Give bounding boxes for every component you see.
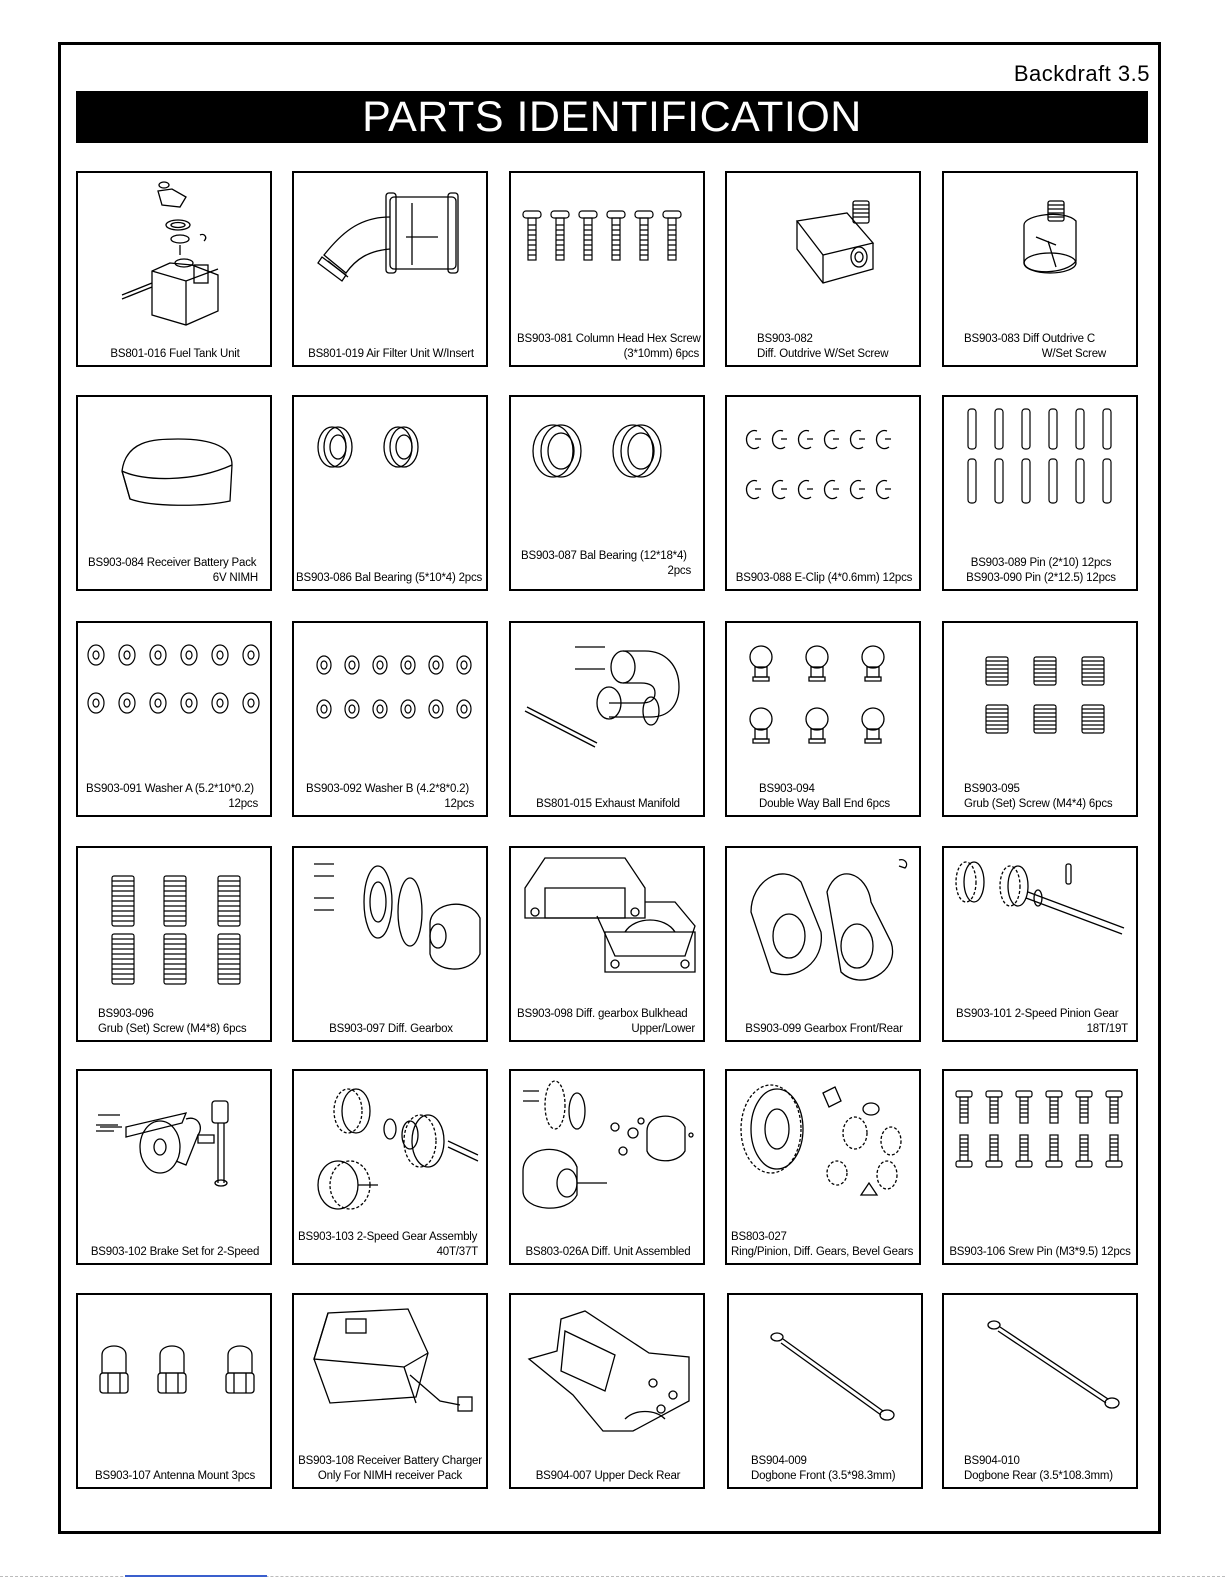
- bearing-illustration: [298, 401, 482, 551]
- part-cell-2-speed-pinion-gear: [942, 846, 1138, 1042]
- part-caption: BS903-097 Diff. Gearbox: [329, 1023, 453, 1035]
- part-caption: BS903-096 Grub (Set) Screw (M4*8) 6pcs: [98, 1008, 247, 1035]
- part-caption: BS903-092 Washer B (4.2*8*0.2) 12pcs: [306, 783, 474, 810]
- part-caption: BS801-015 Exhaust Manifold: [536, 798, 680, 810]
- part-caption: BS903-084 Receiver Battery Pack 6V NIMH: [88, 557, 258, 584]
- antenna-mount-illustration: [82, 1299, 266, 1449]
- e-clip-illustration: [731, 401, 915, 551]
- part-caption: BS903-099 Gearbox Front/Rear: [745, 1023, 903, 1035]
- diff-gearbox-illustration: [298, 852, 482, 1002]
- part-cell-grub-screw-m4x4: [942, 621, 1138, 817]
- ring-pinion-illustration: [731, 1075, 915, 1225]
- model-name: Backdraft 3.5: [1013, 61, 1150, 86]
- hex-screw-illustration: [515, 177, 699, 327]
- outdrive-illustration: [731, 177, 915, 327]
- part-cell-brake-set: [76, 1069, 272, 1265]
- part-cell-air-filter-unit: [292, 171, 488, 367]
- washer-b-illustration: [298, 627, 482, 777]
- air-filter-illustration: [298, 177, 482, 327]
- part-caption: BS903-087 Bal Bearing (12*18*4) 2pcs: [521, 550, 691, 577]
- part-cell-exhaust-manifold: [509, 621, 705, 817]
- part-cell-receiver-battery-pack: [76, 395, 272, 591]
- part-cell-dogbone-front: [727, 1293, 923, 1489]
- pins-illustration: [948, 401, 1132, 551]
- part-caption: BS801-016 Fuel Tank Unit: [110, 348, 240, 360]
- part-cell-bal-bearing-small: [292, 395, 488, 591]
- outdrive-c-illustration: [948, 177, 1132, 327]
- part-caption: BS803-026A Diff. Unit Assembled: [525, 1246, 691, 1258]
- part-cell-ball-end: [725, 621, 921, 817]
- part-caption: BS903-081 Column Head Hex Screw (3*10mm) 6pcs: [517, 333, 701, 360]
- part-cell-washer-b: [292, 621, 488, 817]
- part-caption: BS904-010 Dogbone Rear (3.5*108.3mm): [964, 1455, 1113, 1482]
- part-cell-receiver-battery-charger: [292, 1293, 488, 1489]
- grub-screw-illustration: [948, 627, 1132, 777]
- part-cell-e-clip: [725, 395, 921, 591]
- part-cell-gearbox-front-rear: [725, 846, 921, 1042]
- part-caption: BS903-098 Diff. gearbox Bulkhead Upper/Lower: [517, 1008, 695, 1035]
- upper-deck-illustration: [515, 1299, 699, 1449]
- part-cell-2-speed-gear-assembly: [292, 1069, 488, 1265]
- part-caption: BS903-102 Brake Set for 2-Speed: [90, 1246, 260, 1258]
- part-caption: BS903-094 Double Way Ball End 6pcs: [759, 783, 890, 810]
- dogbone-rear-illustration: [948, 1299, 1132, 1449]
- ball-end-illustration: [731, 627, 915, 777]
- diff-unit-illustration: [515, 1075, 699, 1225]
- gearbox-halves-illustration: [731, 852, 915, 1002]
- part-cell-diff-outdrive: [725, 171, 921, 367]
- part-caption: BS903-082 Diff. Outdrive W/Set Screw: [757, 333, 889, 360]
- part-caption: BS903-101 2-Speed Pinion Gear 18T/19T: [956, 1008, 1128, 1035]
- battery-charger-illustration: [298, 1299, 482, 1449]
- part-cell-dogbone-rear: [942, 1293, 1138, 1489]
- part-cell-srew-pin: [942, 1069, 1138, 1265]
- exhaust-manifold-illustration: [515, 627, 699, 777]
- screw-pin-illustration: [948, 1075, 1132, 1225]
- brake-set-illustration: [82, 1075, 266, 1225]
- washer-a-illustration: [82, 627, 266, 777]
- page-link-underline: [125, 1575, 267, 1577]
- part-cell-diff-unit-assembled: [509, 1069, 705, 1265]
- part-caption: BS903-083 Diff Outdrive C W/Set Screw: [964, 333, 1106, 360]
- part-caption: BS903-088 E-Clip (4*0.6mm) 12pcs: [735, 572, 913, 584]
- pinion-gear-illustration: [948, 852, 1132, 1002]
- part-cell-diff-outdrive-c: [942, 171, 1138, 367]
- part-caption: BS803-027 Ring/Pinion, Diff. Gears, Bevel Gears: [731, 1231, 914, 1258]
- part-caption: BS801-019 Air Filter Unit W/Insert: [308, 348, 474, 360]
- grub-screw-long-illustration: [82, 852, 266, 1002]
- part-cell-upper-deck-rear: [509, 1293, 705, 1489]
- part-cell-washer-a: [76, 621, 272, 817]
- part-caption: BS903-091 Washer A (5.2*10*0.2) 12pcs: [86, 783, 258, 810]
- bulkhead-illustration: [515, 852, 699, 1002]
- part-cell-pins: [942, 395, 1138, 591]
- bearing-large-illustration: [515, 401, 699, 551]
- fuel-tank-illustration: [82, 177, 266, 327]
- part-cell-fuel-tank-unit: [76, 171, 272, 367]
- part-cell-grub-screw-m4x8: [76, 846, 272, 1042]
- part-cell-antenna-mount: [76, 1293, 272, 1489]
- dogbone-front-illustration: [733, 1299, 917, 1449]
- part-caption: BS903-103 2-Speed Gear Assembly 40T/37T: [298, 1231, 478, 1258]
- part-caption: BS903-108 Receiver Battery Charger Only For NIMH receiver Pack: [298, 1455, 482, 1482]
- gear-assembly-illustration: [298, 1075, 482, 1225]
- part-caption: BS904-009 Dogbone Front (3.5*98.3mm): [751, 1455, 896, 1482]
- part-cell-ring-pinion: [725, 1069, 921, 1265]
- part-caption: BS903-106 Srew Pin (M3*9.5) 12pcs: [949, 1246, 1131, 1258]
- part-caption: BS904-007 Upper Deck Rear: [535, 1470, 681, 1482]
- part-caption: BS903-089 Pin (2*10) 12pcs BS903-090 Pin (2*12.5) 12pcs: [966, 557, 1116, 584]
- part-caption: BS903-086 Bal Bearing (5*10*4) 2pcs: [296, 572, 483, 584]
- page-title: PARTS IDENTIFICATION: [76, 91, 1148, 143]
- part-cell-bal-bearing-large: [509, 395, 705, 591]
- part-cell-diff-gearbox: [292, 846, 488, 1042]
- part-cell-diff-bulkhead: [509, 846, 705, 1042]
- part-cell-column-head-hex-screw: [509, 171, 705, 367]
- part-caption: BS903-095 Grub (Set) Screw (M4*4) 6pcs: [964, 783, 1113, 810]
- part-caption: BS903-107 Antenna Mount 3pcs: [95, 1470, 255, 1482]
- battery-pack-illustration: [82, 401, 266, 551]
